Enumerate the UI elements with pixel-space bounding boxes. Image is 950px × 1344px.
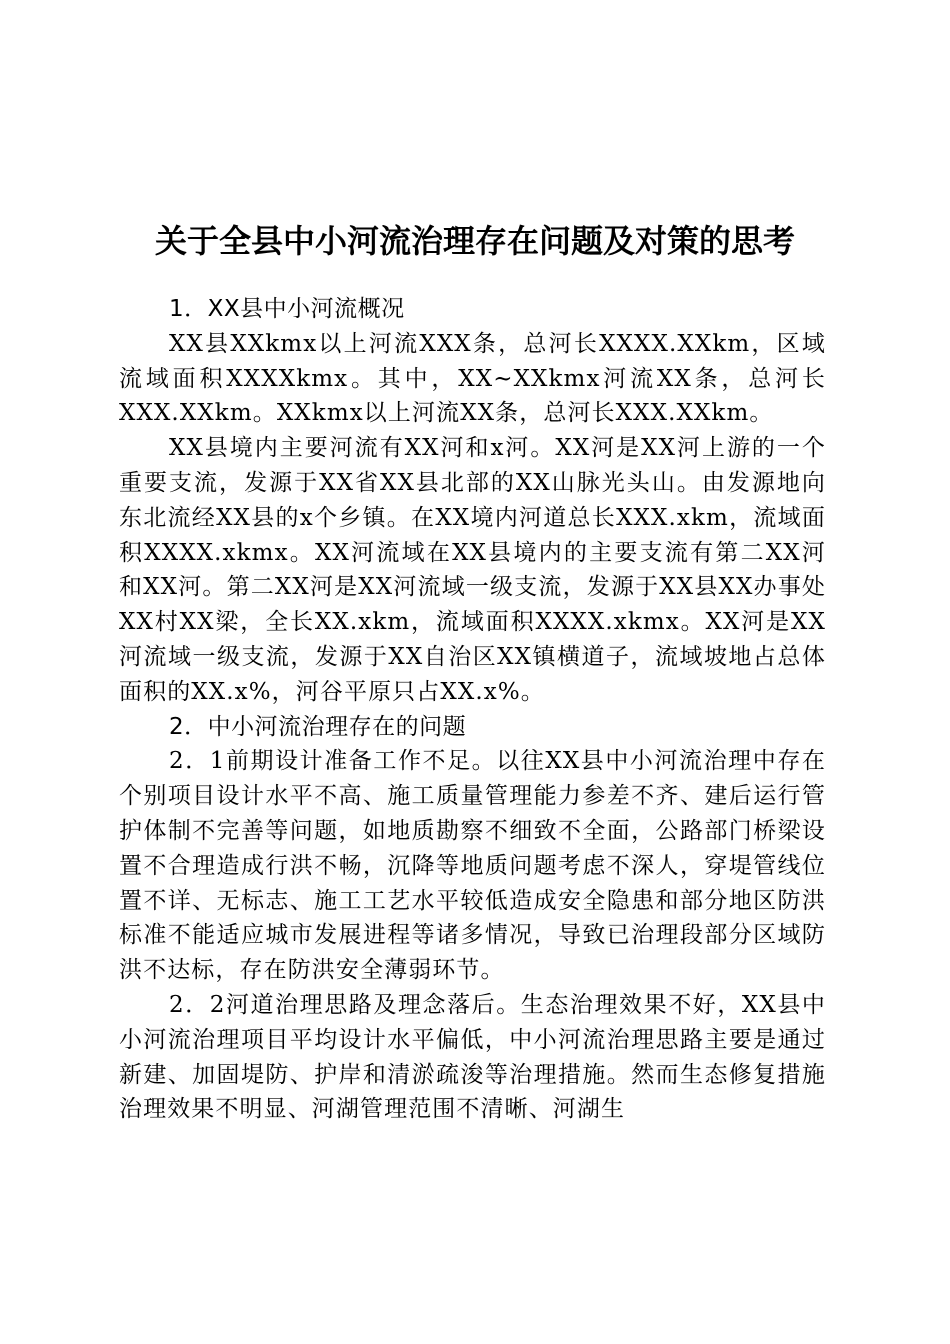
section-heading-overview: 1．XX县中小河流概况 xyxy=(169,296,405,322)
document-body xyxy=(119,292,826,1127)
paragraph-problem-2-1: 2．1前期设计准备工作不足。以往XX县中小河流治理中存在个别项目设计水平不高、施工质量管理能力参差不齐、建后运行管护体制不完善等问题，如地质勘察不细致不全面，公路部门桥梁设置不合理造成行洪不畅，沉降等地质问题考虑不深人，穿堤管线位置不详、无标志、施工工艺水平较低造成安全隐患和部分地区防洪标准不能适应城市发展进程等诸多情况，导致已治理段部分区域防洪不达标，存在防洪安全薄弱环节。 xyxy=(119,748,826,984)
paragraph-main-rivers: XX县境内主要河流有XX河和x河。XX河是XX河上游的一个重要支流，发源于XX省XX县北部的XX山脉光头山。由发源地向东北流经XX县的x个乡镇。在XX境内河道总长XXX.xkm，流域面积XXXX.xkmx。XX河流域在XX县境内的主要支流有第二XX河和XX河。第二XX河是XX河流域一级支流，发源于XX县XX办事处XX村XX梁，全长XX.xkm，流域面积XXXX.xkmx。XX河是XX河流域一级支流，发源于XX自治区XX镇横道子，流域坡地占总体面积的XX.x%，河谷平原只占XX.x%。 xyxy=(119,435,826,705)
paragraph-problem-2-2: 2．2河道治理思路及理念落后。生态治理效果不好，XX县中小河流治理项目平均设计水平偏低，中小河流治理思路主要是通过新建、加固堤防、护岸和清淤疏浚等治理措施。然而生态修复措施治理效果不明显、河湖管理范围不清晰、河湖生 xyxy=(119,991,826,1123)
paragraph-river-stats: XX县XXkmx以上河流XXX条，总河长XXXX.XXkm，区域流域面积XXXXkmx。其中，XX~XXkmx河流XX条，总河长XXX.XXkm。XXkmx以上河流XX条，总河长XXX.XXkm。 xyxy=(119,330,826,427)
document-title: 关于全县中小河流治理存在问题及对策的思考 xyxy=(154,222,795,261)
section-heading-problems: 2．中小河流治理存在的问题 xyxy=(169,713,467,740)
